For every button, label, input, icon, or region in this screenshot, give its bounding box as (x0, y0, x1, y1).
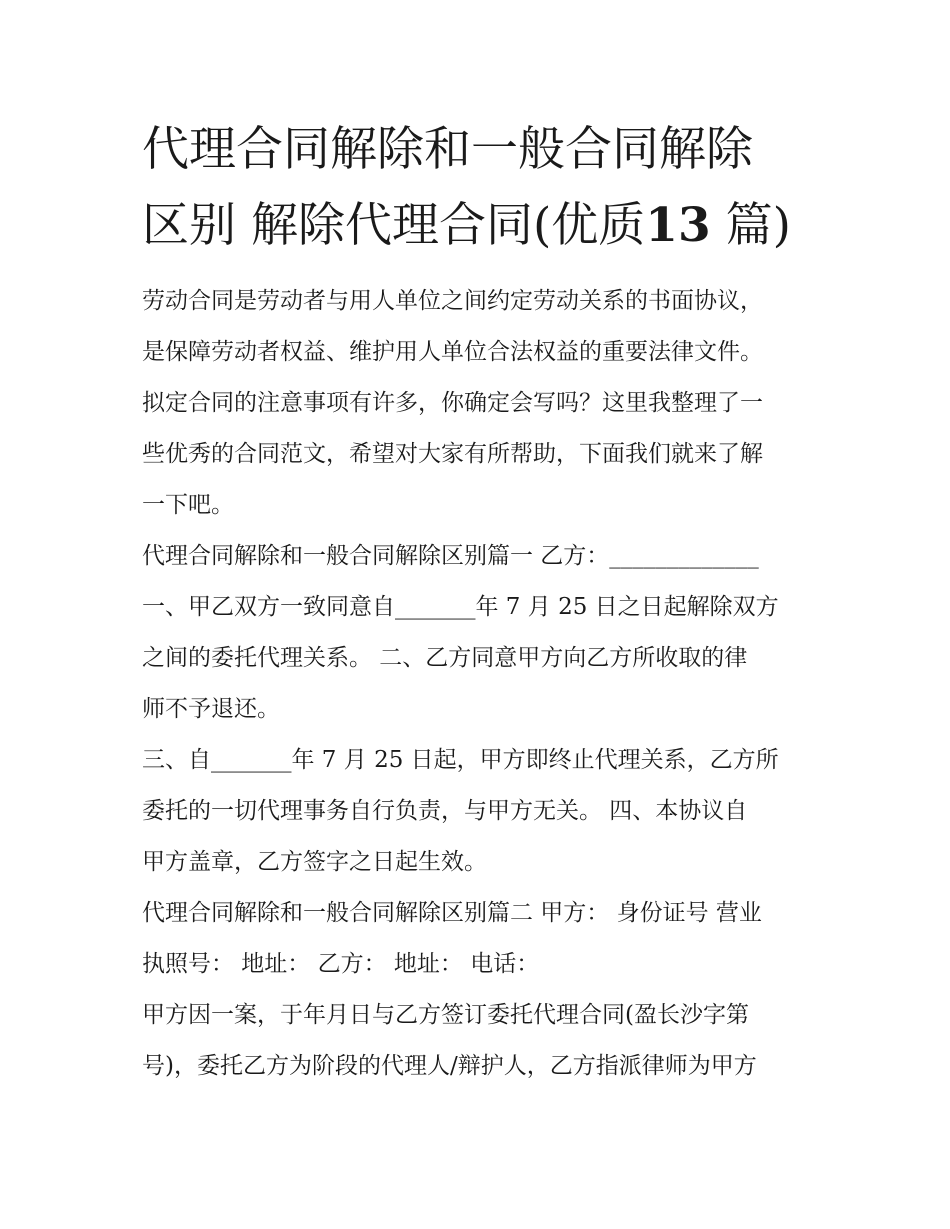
body-line: 是保障劳动者权益、维护用人单位合法权益的重要法律文件。 (142, 339, 763, 365)
body-line: 一、甲乙双方一致同意自_______年 7 月 25 日之日起解除双方 (142, 594, 779, 620)
body-line: 师不予退还。 (142, 696, 280, 722)
body-line: 拟定合同的注意事项有许多，你确定会写吗？这里我整理了一 (142, 390, 763, 416)
body-line: 些优秀的合同范文，希望对大家有所帮助，下面我们就来了解 (142, 441, 763, 467)
body-line: 三、自_______年 7 月 25 日起，甲方即终止代理关系，乙方所 (142, 747, 779, 773)
document-body (142, 276, 832, 1092)
body-line: 代理合同解除和一般合同解除区别篇二 甲方： 身份证号 营业 (142, 900, 762, 926)
body-line: 甲方因一案，于年月日与乙方签订委托代理合同(盈长沙字第 (142, 1002, 749, 1028)
body-line: 号)，委托乙方为阶段的代理人/辩护人，乙方指派律师为甲方 (142, 1053, 757, 1079)
body-line: 执照号： 地址： 乙方： 地址： 电话： (142, 951, 540, 977)
title-line-1: 代理合同解除和一般合同解除 (142, 122, 753, 177)
body-line: 之间的委托代理关系。 二、乙方同意甲方向乙方所收取的律 (142, 645, 748, 671)
title-article-count: 13 (645, 198, 711, 253)
body-line: 一下吧。 (142, 492, 234, 518)
body-line: 代理合同解除和一般合同解除区别篇一 乙方：_____________ (142, 543, 759, 569)
title-line-2-suffix: 篇) (725, 198, 791, 253)
body-line: 甲方盖章，乙方签字之日起生效。 (142, 849, 487, 875)
title-line-2-text: 区别 解除代理合同(优质 (142, 198, 646, 253)
body-line: 劳动合同是劳动者与用人单位之间约定劳动关系的书面协议， (142, 288, 763, 314)
document-title (142, 112, 842, 264)
title-line-2 (142, 188, 842, 264)
body-line: 委托的一切代理事务自行负责，与甲方无关。 四、本协议自 (142, 798, 748, 824)
